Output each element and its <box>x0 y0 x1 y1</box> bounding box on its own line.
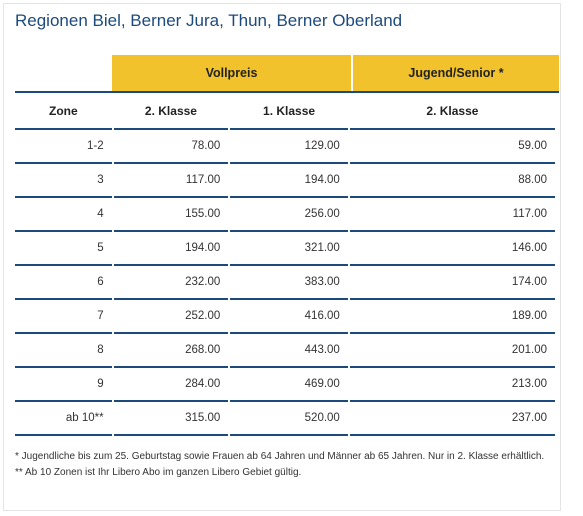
jugend-2-klasse-cell: 189.00 <box>350 300 555 334</box>
price-table <box>13 94 557 436</box>
header-divider <box>15 91 559 93</box>
vollpreis-2-klasse-cell: 315.00 <box>114 402 229 436</box>
table-row <box>15 300 555 334</box>
jugend-2-klasse-cell: 146.00 <box>350 232 555 266</box>
vollpreis-1-klasse-cell: 256.00 <box>230 198 348 232</box>
column-header-vollpreis-1-klasse: 1. Klasse <box>230 94 348 130</box>
page-title: Regionen Biel, Berner Jura, Thun, Berner Oberland <box>15 11 403 30</box>
group-header-vollpreis: Vollpreis <box>112 55 351 91</box>
zone-cell: 9 <box>15 368 112 402</box>
table-row <box>15 198 555 232</box>
column-header-jugend-2-klasse: 2. Klasse <box>350 94 555 130</box>
zone-cell: 1-2 <box>15 130 112 164</box>
vollpreis-1-klasse-cell: 321.00 <box>230 232 348 266</box>
zone-cell: 8 <box>15 334 112 368</box>
zone-cell: 5 <box>15 232 112 266</box>
column-header-vollpreis-2-klasse: 2. Klasse <box>114 94 229 130</box>
vollpreis-2-klasse-cell: 155.00 <box>114 198 229 232</box>
table-row <box>15 232 555 266</box>
table-row <box>15 130 555 164</box>
vollpreis-1-klasse-cell: 383.00 <box>230 266 348 300</box>
jugend-2-klasse-cell: 237.00 <box>350 402 555 436</box>
jugend-2-klasse-cell: 213.00 <box>350 368 555 402</box>
table-row <box>15 164 555 198</box>
footnotes <box>15 449 550 481</box>
vollpreis-1-klasse-cell: 443.00 <box>230 334 348 368</box>
table-row <box>15 334 555 368</box>
group-header-jugend-senior: Jugend/Senior * <box>353 55 559 91</box>
jugend-2-klasse-cell: 174.00 <box>350 266 555 300</box>
vollpreis-2-klasse-cell: 268.00 <box>114 334 229 368</box>
jugend-2-klasse-cell: 201.00 <box>350 334 555 368</box>
zone-cell: 6 <box>15 266 112 300</box>
vollpreis-2-klasse-cell: 232.00 <box>114 266 229 300</box>
footnote-zones: ** Ab 10 Zonen ist Ihr Libero Abo im ganzen Libero Gebiet gültig. <box>15 467 302 478</box>
footnote-youth: * Jugendliche bis zum 25. Geburtstag sowie Frauen ab 64 Jahren und Männer ab 65 Jahren. Nur in 2. Klasse erhältlich. <box>15 451 545 462</box>
table-row <box>15 368 555 402</box>
jugend-2-klasse-cell: 88.00 <box>350 164 555 198</box>
vollpreis-2-klasse-cell: 117.00 <box>114 164 229 198</box>
header-spacer <box>15 55 110 91</box>
zone-cell: ab 10** <box>15 402 112 436</box>
table-row <box>15 266 555 300</box>
zone-cell: 7 <box>15 300 112 334</box>
vollpreis-1-klasse-cell: 520.00 <box>230 402 348 436</box>
vollpreis-1-klasse-cell: 416.00 <box>230 300 348 334</box>
vollpreis-1-klasse-cell: 129.00 <box>230 130 348 164</box>
column-header-zone: Zone <box>15 94 112 130</box>
vollpreis-1-klasse-cell: 469.00 <box>230 368 348 402</box>
table-row <box>15 402 555 436</box>
vollpreis-2-klasse-cell: 78.00 <box>114 130 229 164</box>
jugend-2-klasse-cell: 59.00 <box>350 130 555 164</box>
vollpreis-1-klasse-cell: 194.00 <box>230 164 348 198</box>
zone-cell: 3 <box>15 164 112 198</box>
vollpreis-2-klasse-cell: 284.00 <box>114 368 229 402</box>
column-header-row <box>15 94 555 130</box>
jugend-2-klasse-cell: 117.00 <box>350 198 555 232</box>
vollpreis-2-klasse-cell: 252.00 <box>114 300 229 334</box>
vollpreis-2-klasse-cell: 194.00 <box>114 232 229 266</box>
zone-cell: 4 <box>15 198 112 232</box>
